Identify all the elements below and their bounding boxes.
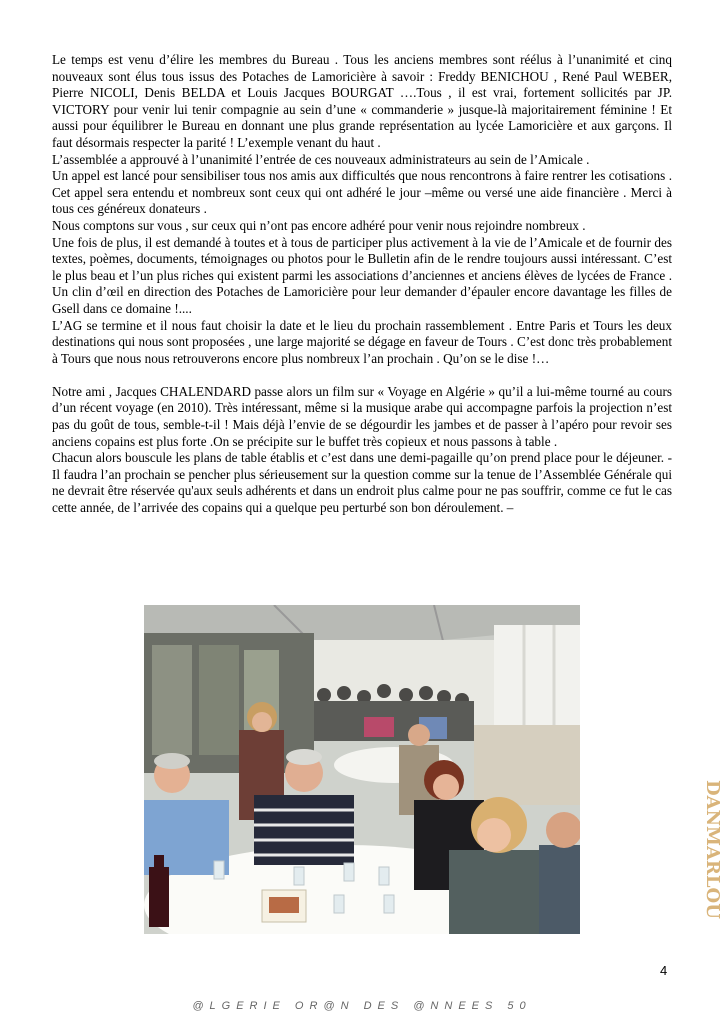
side-brand-logo — [702, 780, 722, 919]
side-brand-text: DANMARLOU — [702, 780, 723, 919]
page-number: 4 — [660, 963, 668, 978]
page-footer: @LGERIE OR@N DES @NNEES 50 — [192, 1000, 532, 1012]
paragraph-dues-appeal: Un appel est lancé pour sensibiliser tous nos amis aux difficultés que nous rencontrons à faire rentrer les cotisations . Cet appel sera entendu et nombreux sont ceux qui ont adhéré le jour –même ou versé une aide financière . Merci à tous ces généreux donateurs . — [52, 168, 672, 217]
article-body — [52, 52, 672, 517]
banquet-photo — [144, 605, 580, 934]
paragraph-bureau-election: Le temps est venu d’élire les membres du Bureau . Tous les anciens membres sont réélus à l’unanimité et cinq nouveaux sont élus tous issus des Potaches de Lamoricière à savoir : Freddy BENICHOU , René Paul WEBER, Pierre NICOLI, Denis BELDA et Louis Jacques BOURGAT ….Tous , il est vrai, fortement sollicités par JP. VICTORY pour venir lui tenir compagnie au sein d’une « commanderie » jusque-là majoritairement féminine ! Et aussi pour équilibrer le Bureau en donnant une plus grande représentation au lycée Lamoricière et aux garçons. Il faut désormais respecter la parité ! L’exemple venant du haut . — [52, 52, 672, 150]
paragraph-film-showing: Notre ami , Jacques CHALENDARD passe alors un film sur « Voyage en Algérie » qu’il a lui-même tourné au cours d’un récent voyage (en 2010). Très intéressant, même si la musique arabe qui accompagne parfois la projection n’est pas du goût de tous, semble-t-il ! Mais déjà l’envie de se dégourdir les jambes et de passer à l’apéro pour revoir ses anciens copains est plus forte .On se précipite sur le buffet très copieux et nous passons à table . — [52, 383, 672, 449]
paragraph-assembly-approval: L’assemblée a approuvé à l’unanimité l’entrée de ces nouveaux administrateurs au sein de l’Amicale . — [52, 151, 590, 167]
paragraph-join-us: Nous comptons sur vous , sur ceux qui n’ont pas encore adhéré pour venir nous rejoindre nombreux . — [52, 217, 586, 233]
paragraph-lunch: Chacun alors bouscule les plans de table établis et c’est dans une demi-pagaille qu’on prend place pour le déjeuner. - Il faudra l’an prochain se pencher plus sérieusement sur la question comme sur la tenue de l’Assemblée Générale qui ne devrait être réservée qu'aux seuls adhérents et dans un endroit plus calme pour ne pas souffrir, comme ce fut le cas cette année, de l’arrivée des copains qui a quelque peu perturbé son bon déroulement. – — [52, 450, 672, 516]
paragraph-participation: Une fois de plus, il est demandé à toutes et à tous de participer plus activement à la vie de l’Amicale et de fournir des textes, poèmes, documents, témoignages ou photos pour le Bulletin afin de le rendre toujours aussi intéressant. C’est le plus beau et l’un plus riches qui existent parmi les associations d’anciennes et anciens élèves de lycées de France . Un clin d’œil en direction des Potaches de Lamoricière pour leur demander d’épauler encore davantage les filles de Gsell dans ce domaine !.... — [52, 234, 672, 316]
paragraph-next-gathering: L’AG se termine et il nous faut choisir la date et le lieu du prochain rassemblement . Entre Paris et Tours les deux destinations qui nous sont proposées , une large majorité se dégage en faveur de Tours . C’est donc très probablement à Tours que nous nous retrouverons encore plus nombreux l’an prochain . Qu’on se le dise !… — [52, 317, 672, 366]
